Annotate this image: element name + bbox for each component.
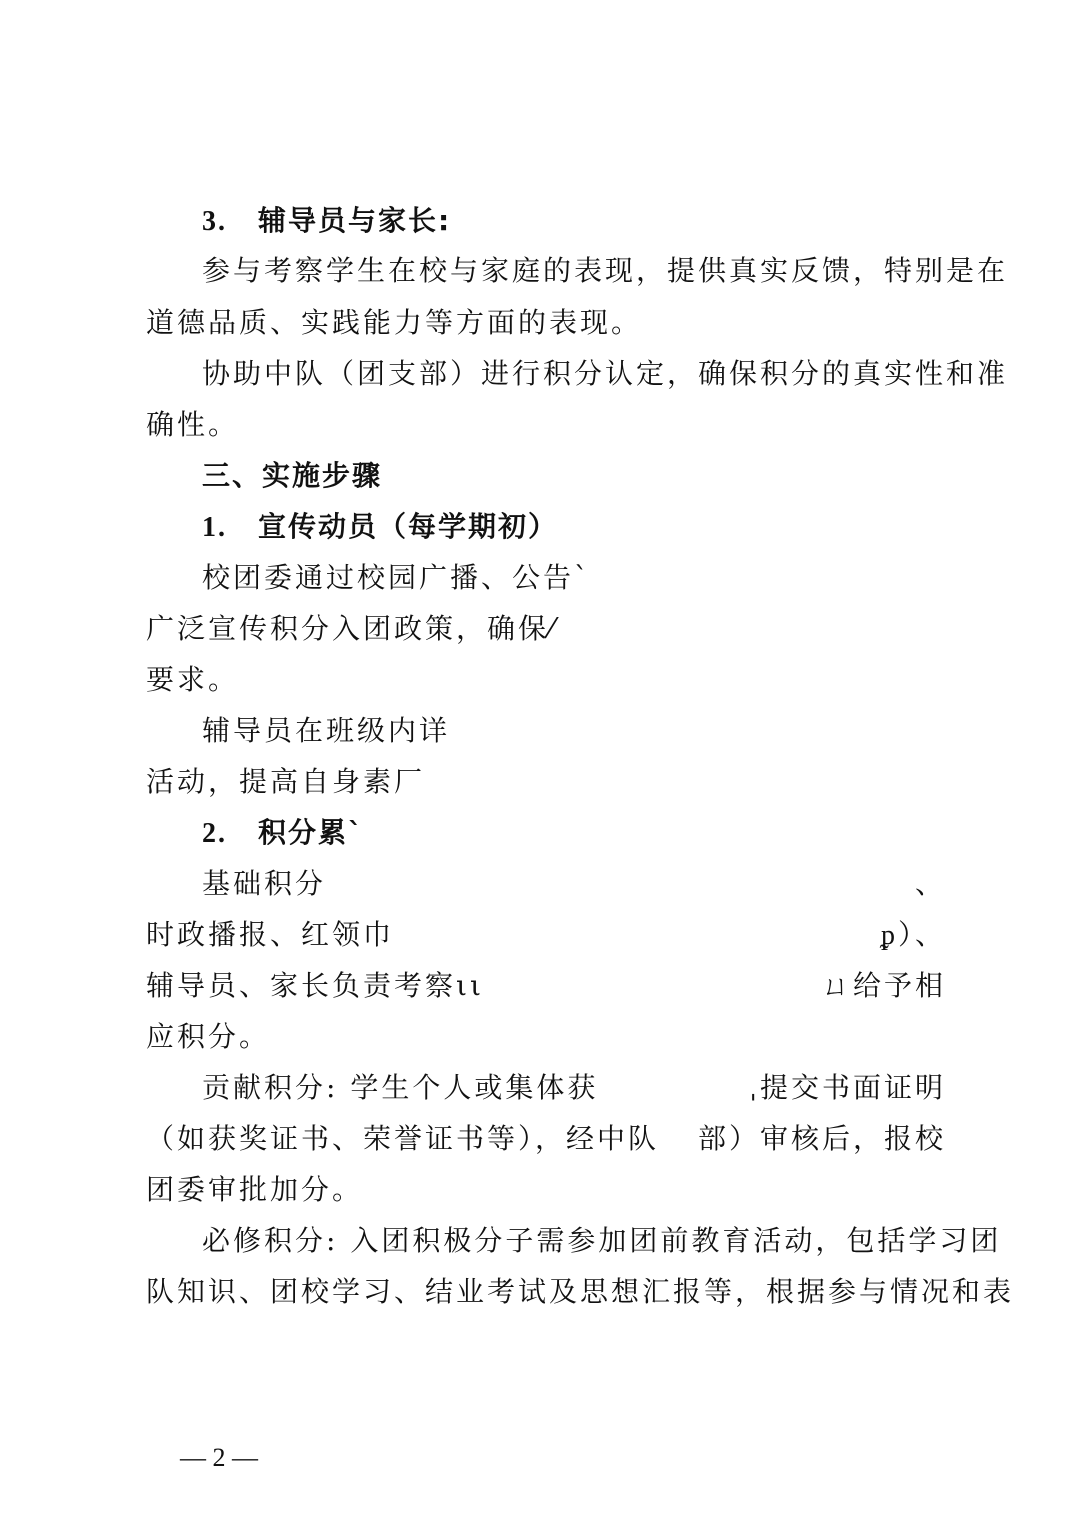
line-right-fragment: 、 — [914, 867, 946, 900]
paragraph-line: 参与考察学生在校与家庭的表现，提供真实反馈，特别是在 — [202, 254, 1009, 287]
step-title: 宣传动员（每学期初） — [258, 510, 559, 543]
line-right-fragment: ˌ提交书面证明 — [749, 1071, 946, 1104]
paragraph-line: 协助中队（团支部）进行积分认定，确保积分的真实性和准 — [202, 357, 1009, 390]
step-heading-1 — [202, 507, 946, 548]
paragraph-line: 广泛宣传积分入团政策，确保⁄ — [146, 612, 557, 645]
line-left-fragment: 贡献积分: 学生个人或集体获 — [202, 1071, 599, 1104]
step-title: 积分累` — [258, 816, 365, 849]
paragraph-line: 确性。 — [146, 408, 240, 441]
paragraph-line: 团委审批加分。 — [146, 1173, 364, 1206]
line-right-fragment: ㄩ给予相 — [821, 969, 946, 1002]
step-number: 2. — [202, 818, 227, 849]
section-number: 3. — [202, 206, 227, 237]
paragraph-line: 队知识、团校学习、结业考试及思想汇报等，根据参与情况和表 — [146, 1275, 1015, 1308]
step-heading-2 — [202, 813, 946, 854]
line-left-fragment: 辅导员、家长负责考察ιι — [146, 969, 484, 1002]
step-number: 1. — [202, 512, 227, 543]
paragraph-line: 活动，提高自身素厂 — [146, 765, 426, 798]
part-heading: 三、实施步骤 — [202, 459, 383, 492]
paragraph-line: 应积分。 — [146, 1020, 271, 1053]
section-title: 辅导员与家长: — [258, 204, 452, 237]
section-heading-3 — [202, 201, 946, 242]
line-left-fragment: 时政播报、红领巾 — [146, 918, 395, 951]
paragraph-line: 要求。 — [146, 663, 240, 696]
paragraph-line: 道德品质、实践能力等方面的表现。 — [146, 306, 643, 339]
paragraph-line: 校团委通过校园广播、公告` — [202, 561, 592, 594]
paragraph-line: 辅导员在班级内详 — [202, 714, 451, 747]
line-left-fragment: 基础积分 — [202, 867, 327, 900]
line-right-fragment: 部）审核后，报校 — [697, 1122, 946, 1155]
page-number: — 2 — — [180, 1443, 258, 1472]
paragraph-line: 必修积分: 入团积极分子需参加团前教育活动，包括学习团 — [202, 1224, 1002, 1257]
line-left-fragment: （如获奖证书、荣誉证书等），经中队 — [146, 1122, 660, 1155]
line-right-fragment: ᵱ）、 — [880, 918, 946, 951]
